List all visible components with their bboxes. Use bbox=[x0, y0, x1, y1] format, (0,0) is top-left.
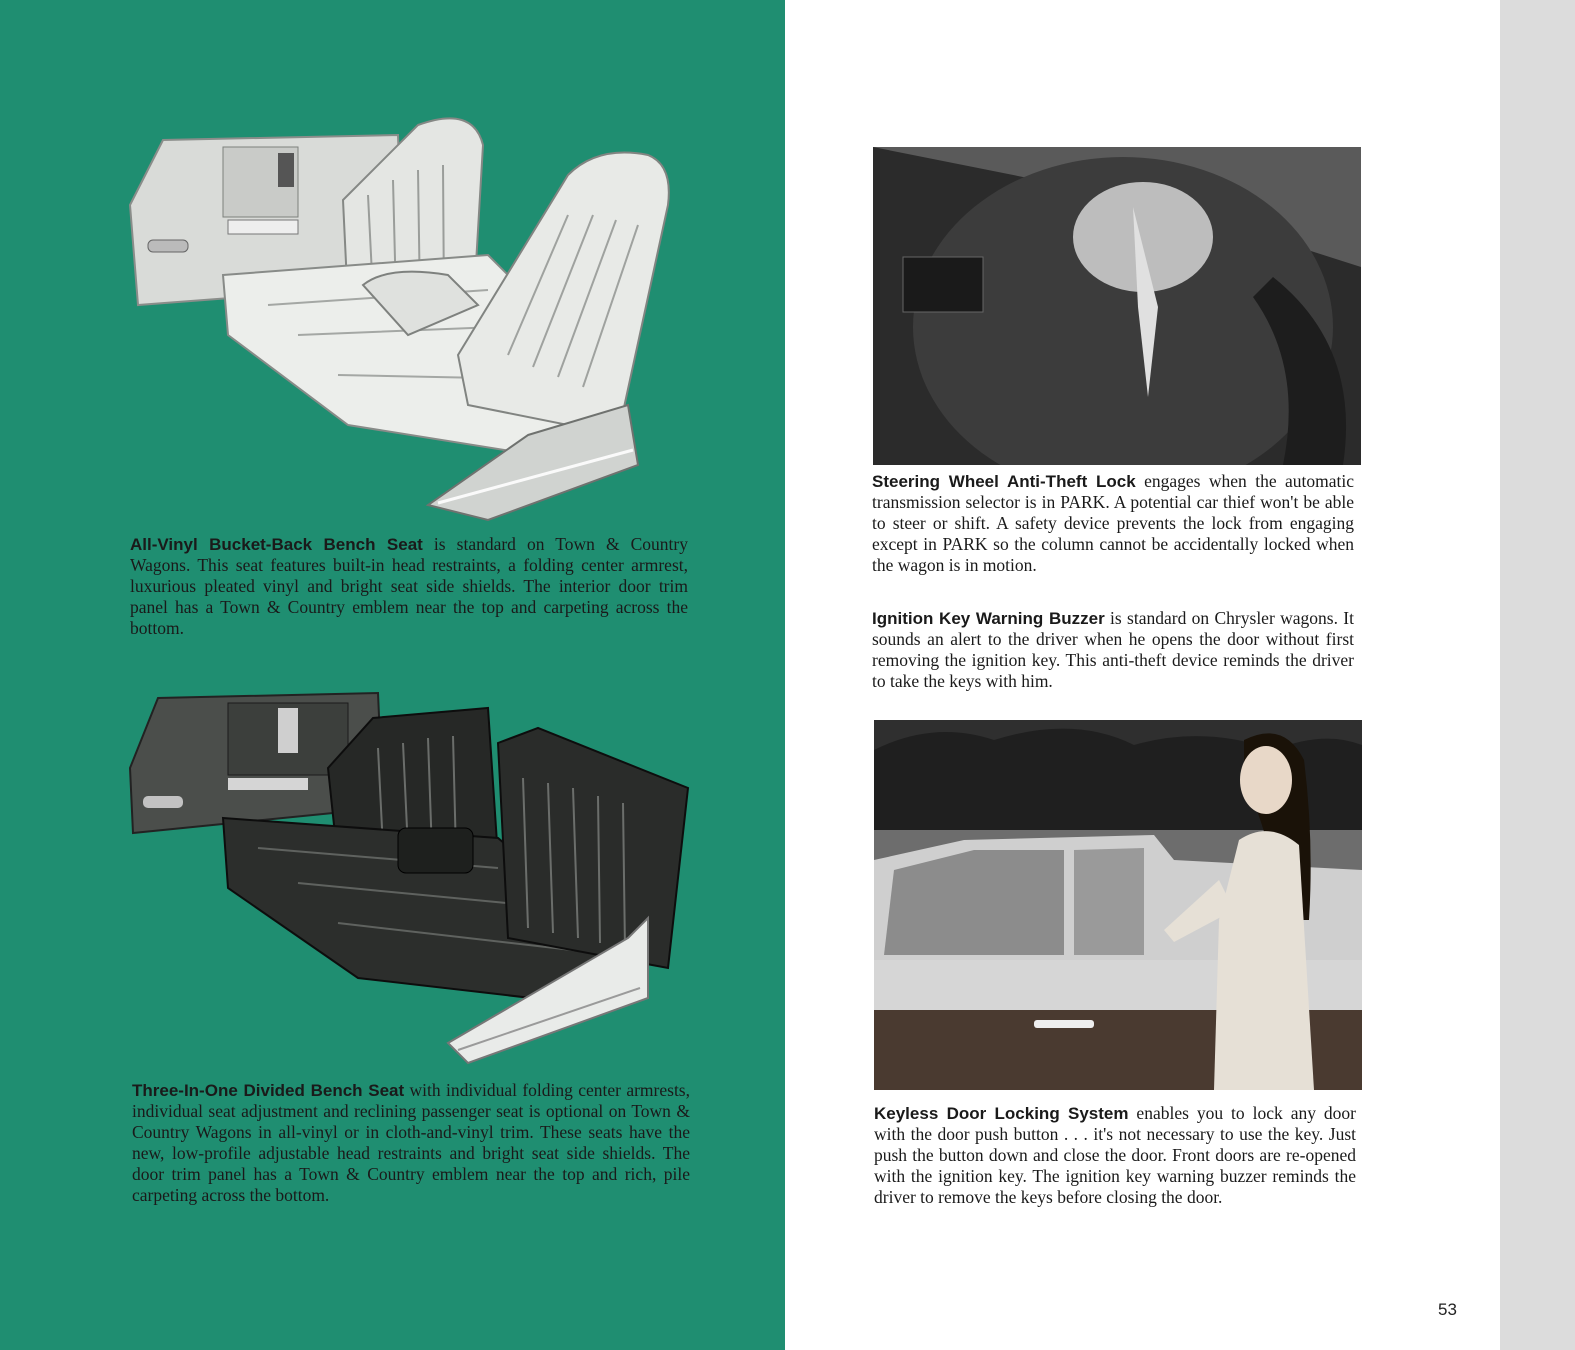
divided-bench-seat-illustration bbox=[128, 688, 698, 1066]
anti-theft-lock-title: Steering Wheel Anti-Theft Lock bbox=[872, 472, 1136, 491]
bucket-bench-seat-title: All-Vinyl Bucket-Back Bench Seat bbox=[130, 535, 423, 554]
divided-bench-seat-title: Three-In-One Divided Bench Seat bbox=[132, 1081, 405, 1100]
vinyl-bucket-bench-seat-illustration bbox=[128, 105, 673, 525]
anti-theft-lock-text: engages when the automatic transmission selector is in PARK. A potential car thief won't be able to steer or shift. A safety device prevents the lock from engaging except in PARK so the column cannot be accidentally locked when the wagon is in motion. bbox=[872, 471, 1355, 575]
divided-bench-seat-caption bbox=[132, 1080, 690, 1206]
woman-closing-wagon-door-photo bbox=[874, 720, 1362, 1090]
anti-theft-lock-caption bbox=[872, 471, 1354, 576]
divided-bench-seat-text: with individual folding center armrests, individual seat adjustment and reclining passenger seat is optional on Town & Country Wagons in all-vinyl or in cloth-and-vinyl trim. These seats have the new, low-profile adjustable head restraints and bright seat side shields. The door trim panel has a Town & Country emblem near the top and rich, pile carpeting across the bottom. bbox=[132, 1080, 690, 1205]
page-edge-strip bbox=[1500, 0, 1575, 1350]
key-buzzer-title: Ignition Key Warning Buzzer bbox=[872, 609, 1105, 628]
steering-column-lock-photo bbox=[873, 147, 1361, 465]
page-number: 53 bbox=[1438, 1300, 1457, 1319]
keyless-locking-caption bbox=[874, 1103, 1356, 1208]
keyless-locking-title: Keyless Door Locking System bbox=[874, 1104, 1129, 1123]
key-buzzer-caption bbox=[872, 608, 1354, 692]
key-buzzer-text: is standard on Chrysler wagons. It sounds an alert to the driver when he opens the door without first removing the ignition key. This anti-theft device reminds the driver to take the keys with him. bbox=[872, 608, 1354, 691]
right-page-white-panel bbox=[785, 0, 1500, 1350]
keyless-locking-text: enables you to lock any door with the door push button . . . it's not necessary to use the key. Just push the button down and close the door. Front doors are re-opened with the ignition key. The ignition key warning buzzer reminds the driver to remove the keys before closing the door. bbox=[874, 1103, 1356, 1207]
left-page-green-panel bbox=[0, 0, 785, 1350]
bucket-bench-seat-text: is standard on Town & Country Wagons. This seat features built-in head restraints, a folding center armrest, luxurious pleated vinyl and bright seat side shields. The interior door trim panel has a Town & Country emblem near the top and carpeting across the bottom. bbox=[130, 534, 688, 638]
bucket-bench-seat-caption bbox=[130, 534, 688, 639]
